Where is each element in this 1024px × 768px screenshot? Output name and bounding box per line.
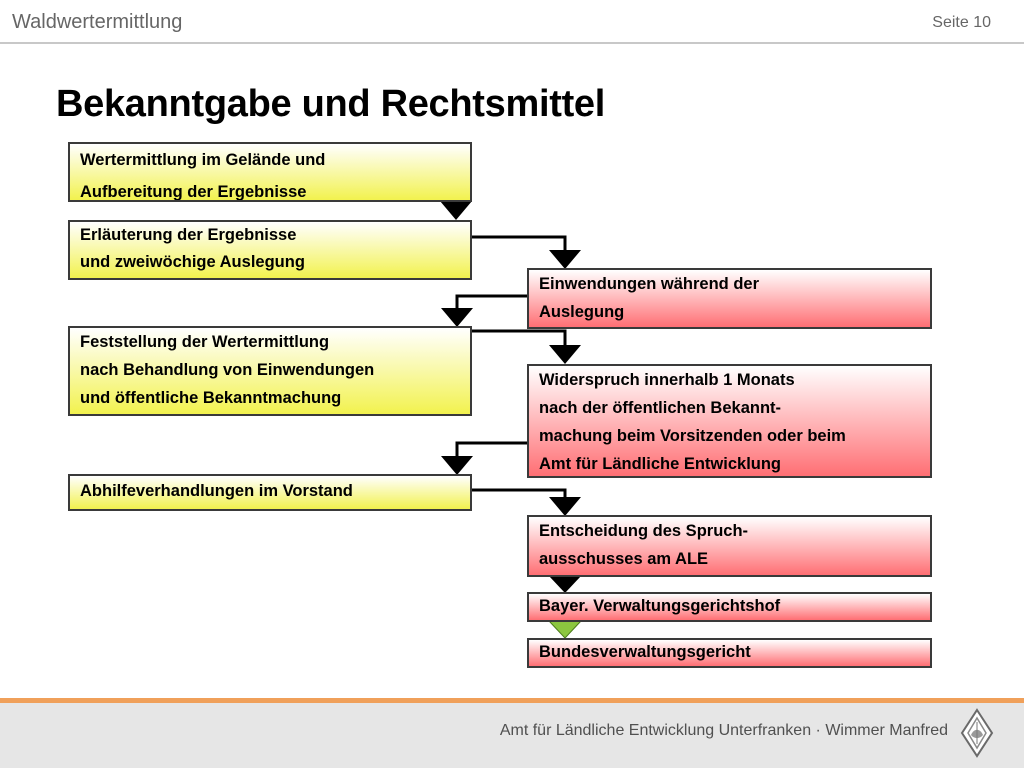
connector-determination-to-appeal: [472, 331, 565, 347]
appeal-text-line: ausschusses am ALE: [539, 550, 709, 568]
footer-text: Amt für Ländliche Entwicklung Unterfranken · Wimmer Manfred: [499, 722, 948, 739]
arrow-head-4: [549, 345, 581, 364]
step-remedy-negotiation: [68, 474, 472, 511]
appeal-federal-court: [527, 638, 932, 668]
step-text-line: Feststellung der Wertermittlung: [80, 333, 330, 351]
appeal-objection: [527, 268, 932, 329]
step-explanation-display: [68, 220, 472, 280]
appeal-text-line: Auslegung: [539, 303, 625, 321]
ale-diamond-logo-icon: [960, 708, 994, 758]
step-text-line: Wertermittlung im Gelände und: [80, 151, 326, 169]
step-text-line: und öffentliche Bekanntmachung: [80, 389, 342, 407]
appeal-administrative-court: [527, 592, 932, 622]
step-text-line: Erläuterung der Ergebnisse: [80, 226, 297, 244]
footer: [0, 698, 1024, 768]
step-determination: [68, 326, 472, 416]
appeal-text-line: Einwendungen während der: [539, 275, 760, 293]
footer-accent-rule: [0, 698, 1024, 703]
step-text-line: Abhilfeverhandlungen im Vorstand: [80, 482, 353, 500]
connector-explain-to-objection: [472, 237, 565, 252]
page-number: Seite 10: [932, 14, 991, 31]
arrow-head-5: [441, 456, 473, 475]
step-text-line: und zweiwöchige Auslegung: [80, 253, 305, 271]
presentation-title: Waldwertermittlung: [12, 11, 183, 33]
appeal-text-line: Amt für Ländliche Entwicklung: [539, 455, 782, 473]
appeal-contradiction: [527, 364, 932, 478]
arrow-head-1: [440, 201, 472, 220]
appeal-committee-decision: [527, 515, 932, 577]
appeal-text-line: Bayer. Verwaltungsgerichtshof: [539, 597, 781, 615]
arrow-head-2: [549, 250, 581, 269]
step-text-line: nach Behandlung von Einwendungen: [80, 361, 375, 379]
arrow-head-7: [549, 576, 581, 593]
step-field-valuation: [68, 142, 472, 202]
slide-title: Bekanntgabe und Rechtsmittel: [56, 83, 606, 125]
appeal-text-line: nach der öffentlichen Bekannt-: [539, 399, 782, 417]
arrow-head-6: [549, 497, 581, 516]
arrow-head-highlight: [549, 621, 581, 638]
appeal-text-line: Entscheidung des Spruch-: [539, 522, 749, 540]
appeal-text-line: machung beim Vorsitzenden oder beim: [539, 427, 846, 445]
arrow-head-3: [441, 308, 473, 327]
appeal-text-line: Widerspruch innerhalb 1 Monats: [539, 371, 795, 389]
step-text-line: Aufbereitung der Ergebnisse: [80, 183, 307, 201]
appeal-text-line: Bundesverwaltungsgericht: [539, 643, 751, 661]
